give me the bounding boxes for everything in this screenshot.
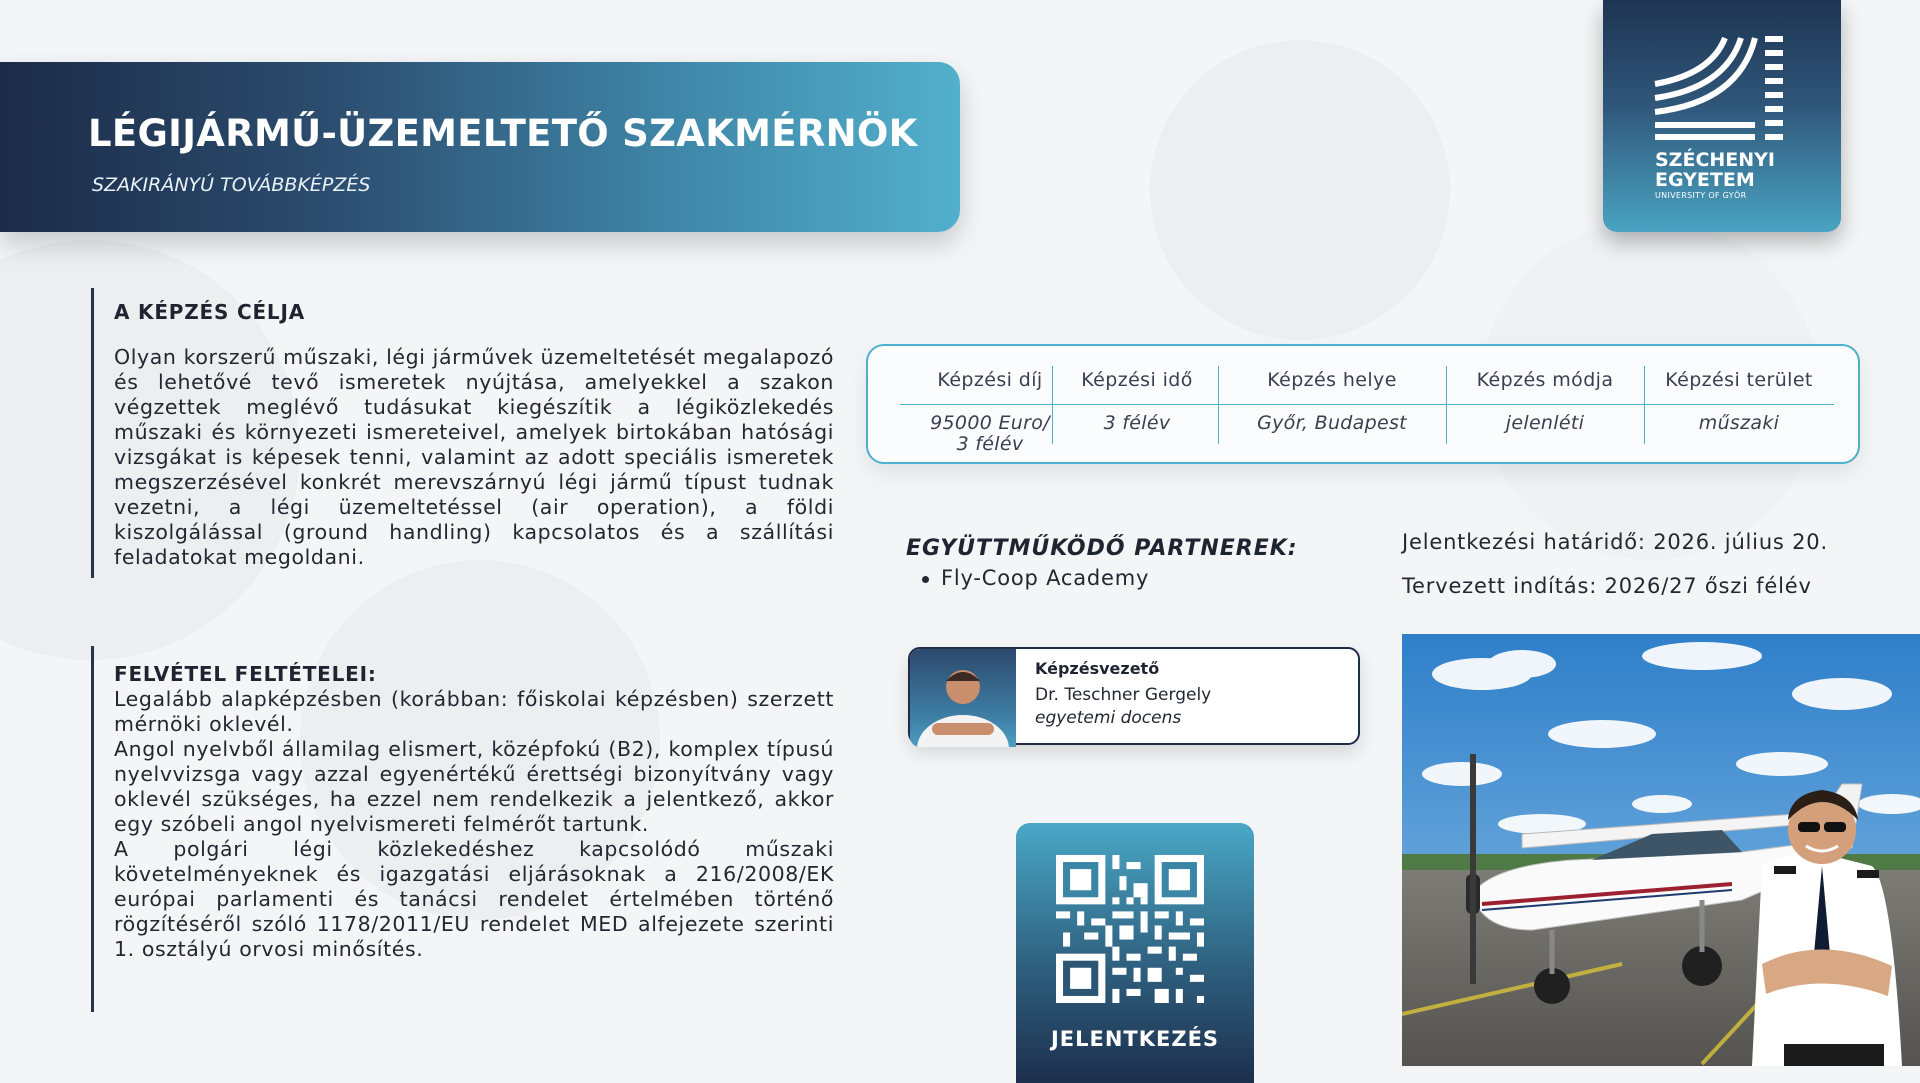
background-shape [1150, 40, 1450, 340]
goal-heading: A KÉPZÉS CÉLJA [114, 300, 305, 324]
info-value: jelenléti [1505, 412, 1585, 434]
info-header: Képzési díj [900, 364, 1080, 405]
info-header: Képzés helye [1218, 364, 1446, 405]
admission-item: Legalább alapképzésben (korábban: főiskolai képzésben) szerzett mérnöki oklevél. [114, 687, 834, 736]
apply-label[interactable]: JELENTKEZÉS [1050, 1027, 1220, 1051]
logo-text: UNIVERSITY OF GYŐR [1655, 191, 1747, 200]
info-col-mode [1446, 364, 1644, 450]
logo-text: EGYETEM [1655, 169, 1755, 191]
course-info-table [866, 344, 1860, 464]
logo-mark-icon [1653, 34, 1783, 140]
partner-name: Fly-Coop Academy [941, 566, 1150, 590]
admission-section [91, 646, 851, 1012]
info-header: Képzési terület [1644, 364, 1834, 405]
partner-item [922, 566, 1149, 590]
info-col-location [1218, 364, 1446, 450]
planned-start: Tervezett indítás: 2026/27 őszi félév [1402, 574, 1812, 598]
application-deadline: Jelentkezési határidő: 2026. július 20. [1402, 530, 1828, 554]
avatar [910, 649, 1016, 747]
apply-button[interactable] [1016, 823, 1254, 1083]
admission-list [114, 687, 834, 962]
title-banner [0, 62, 960, 232]
pilot-airplane-photo [1402, 634, 1920, 1066]
bullet-icon [922, 576, 929, 583]
info-header: Képzési idő [1052, 364, 1222, 405]
goal-section [91, 288, 851, 578]
contact-name: Dr. Teschner Gergely [1035, 685, 1212, 705]
info-value: 95000 Euro/ 3 félév [930, 412, 1050, 455]
partners-list [922, 566, 1149, 590]
info-header: Képzés módja [1446, 364, 1644, 405]
university-logo [1603, 0, 1841, 232]
info-value: Győr, Budapest [1257, 412, 1407, 434]
info-value: 3 félév [1103, 412, 1171, 434]
qr-code-icon[interactable] [1056, 855, 1204, 1003]
info-col-duration [1052, 364, 1222, 450]
admission-heading: FELVÉTEL FELTÉTELEI: [114, 662, 377, 686]
admission-item: Angol nyelvből államilag elismert, középfokú (B2), komplex típusú nyelvvizsga vagy azzal egyenértékű érettségi bizonyítvány vagy oklevél szükséges, ha ezzel nem rendelkezik a jelentkező, akkor egy szóbeli angol nyelvismereti felmérőt tartunk. [114, 737, 834, 836]
contact-card [908, 647, 1360, 745]
info-col-field [1644, 364, 1834, 450]
contact-title: egyetemi docens [1035, 708, 1182, 728]
info-value: műszaki [1698, 412, 1780, 434]
partners-heading: EGYÜTTMŰKÖDŐ PARTNEREK: [906, 536, 1298, 561]
page-subtitle: SZAKIRÁNYÚ TOVÁBBKÉPZÉS [92, 174, 371, 196]
goal-text: Olyan korszerű műszaki, légi járművek üzemeltetését megalapozó és lehetővé tevő ismeretek nyújtása, amelyekkel a szakon végzettek meglévő tudásukat kiegészítik a légiközlekedés műszaki és környezeti ismereteivel, amelyek birtokában hatósági vizsgákat is képesek tenni, valamint az adott speciális ismeretek megszerzésével konkrét merevszárnyú légi jármű típust tudnak vezetni, a légi üzemeltetéssel (air operation), a földi kiszolgálással (ground handling) kapcsolatos és a szállítási feladatokat megoldani. [114, 345, 834, 569]
contact-role: Képzésvezető [1035, 659, 1160, 678]
page-title: LÉGIJÁRMŰ-ÜZEMELTETŐ SZAKMÉRNÖK [88, 112, 918, 155]
logo-text: SZÉCHENYI [1655, 149, 1775, 171]
admission-item: A polgári légi közlekedéshez kapcsolódó műszaki követelményeknek és igazgatási eljárásoknak a 216/2008/EK európai parlamenti és tanácsi rendelet értelmében történő rögzítéséről szóló 1178/2011/EU rendelet MED alfejezete szerinti 1. osztályú orvosi minősítés. [114, 837, 834, 961]
